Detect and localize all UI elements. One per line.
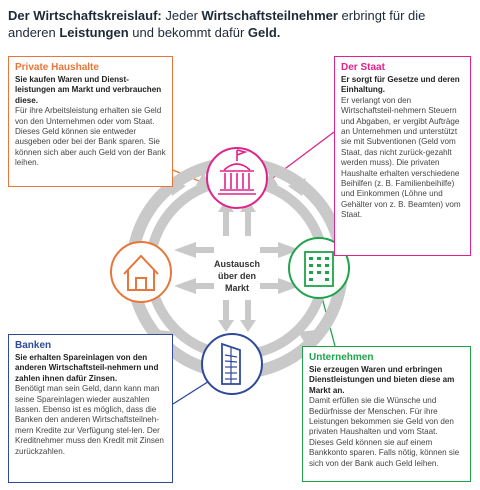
company-body: Damit erfüllen sie die Wünsche und Bedürfnisse der Menschen. Für ihre Leistungen bekommen sie Geld von den privaten Haushalten und vom Staat. Dieses Geld können sie auf einem Bankkonto sparen. Falls nötig, können sie sich von der Bank auch Geld leihen.: [309, 396, 460, 468]
center-line-3: Markt: [224, 283, 249, 293]
private-households-node: [111, 242, 171, 302]
title-part-4: erbringt für die anderen: [8, 8, 426, 40]
company-box: [302, 346, 471, 482]
title-part-2: Jeder: [161, 8, 202, 23]
arrow-down-left: [218, 300, 234, 332]
private-households-heading: Private Haushalte: [15, 62, 99, 73]
title-part-3: Wirtschaftsteilnehmer: [201, 8, 338, 23]
company-heading: Unternehmen: [309, 352, 374, 363]
arrow-left-upper: [174, 242, 214, 258]
company-lead: Sie erzeugen Waren und erbringen Dienstleistungen und bieten diese am Markt an.: [309, 365, 455, 395]
private-households-body: Für ihre Arbeitsleistung erhalten sie Geld von den Unternehmen oder vom Staat. Dieses Geld können sie entweder ausgeben oder bei der Bank sparen. Sie können sich aber auch Geld von der Bank leihen.: [15, 106, 166, 168]
state-heading: Der Staat: [341, 62, 385, 73]
private-households-lead: Sie kaufen Waren und Dienst-leistungen am Markt und verbrauchen diese.: [15, 75, 162, 105]
title-part-6: und bekommt dafür: [128, 25, 248, 40]
market-exchange-label: [204, 258, 270, 294]
arrow-down-right: [240, 300, 256, 332]
title-part-1: Der Wirtschaftskreislauf:: [8, 8, 162, 23]
center-line-2: über den: [217, 271, 256, 281]
private-households-box: [8, 56, 173, 187]
banks-node: [202, 334, 262, 394]
state-body: Er verlangt von den Wirtschaftsteil-nehmern Steuern und Abgaben, er vergibt Aufträge an Unternehmen und unterstützt sie mit Subventionen (Geld vom Staat, das nicht zurück-gezahlt werden muss). Die privaten Haushalte erhalten verschiedene Beihilfen (z. B. Familienbeihilfe) und Einkommen (Löhne und Gehälter von z. B. Beamten) vom Staat.: [341, 95, 461, 220]
center-line-1: Austausch: [213, 259, 260, 269]
banks-lead: Sie erhalten Spareinlagen von den anderen Wirtschaftsteil-nehmern und zahlen ihnen dafür Zinsen.: [15, 353, 159, 383]
state-node: [207, 148, 267, 208]
banks-heading: Banken: [15, 340, 52, 351]
state-lead: Er sorgt für Gesetze und deren Einhaltung.: [341, 75, 460, 95]
state-box: [334, 56, 471, 256]
title-part-5: Leistungen: [59, 25, 129, 40]
banks-box: [8, 334, 173, 483]
title-part-7: Geld.: [247, 25, 281, 40]
banks-body: Benötigt man sein Geld, dann kann man seine Spareinlagen wieder auszahlen lassen. Ebenso ist es möglich, dass die Banken den anderen Wirtschaftsteilneh-mern Kredite zur Verfügung stel-len. Der Kreditnehmer muss den Kredit mit Zinsen zurückzahlen.: [15, 384, 164, 456]
